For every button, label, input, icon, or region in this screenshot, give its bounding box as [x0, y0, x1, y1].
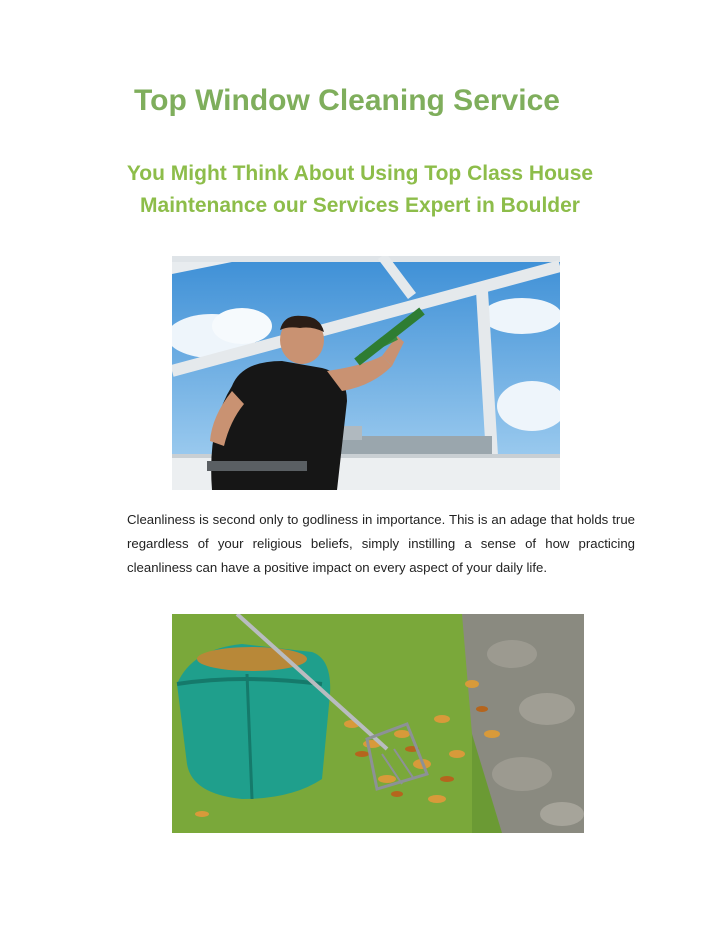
window-cleaning-photo	[172, 256, 560, 490]
leaf-rake-photo	[172, 614, 584, 833]
intro-paragraph: Cleanliness is second only to godliness in importance. This is an adage that holds true regardless of your religious beliefs, simply instilling a sense of how practicing cleanliness can have a positive impact on every aspect of your daily life.	[127, 512, 635, 575]
page-subtitle: You Might Think About Using Top Class House Maintenance our Services Expert in Boulder	[126, 162, 594, 217]
page-title: Top Window Cleaning Service	[134, 84, 560, 117]
